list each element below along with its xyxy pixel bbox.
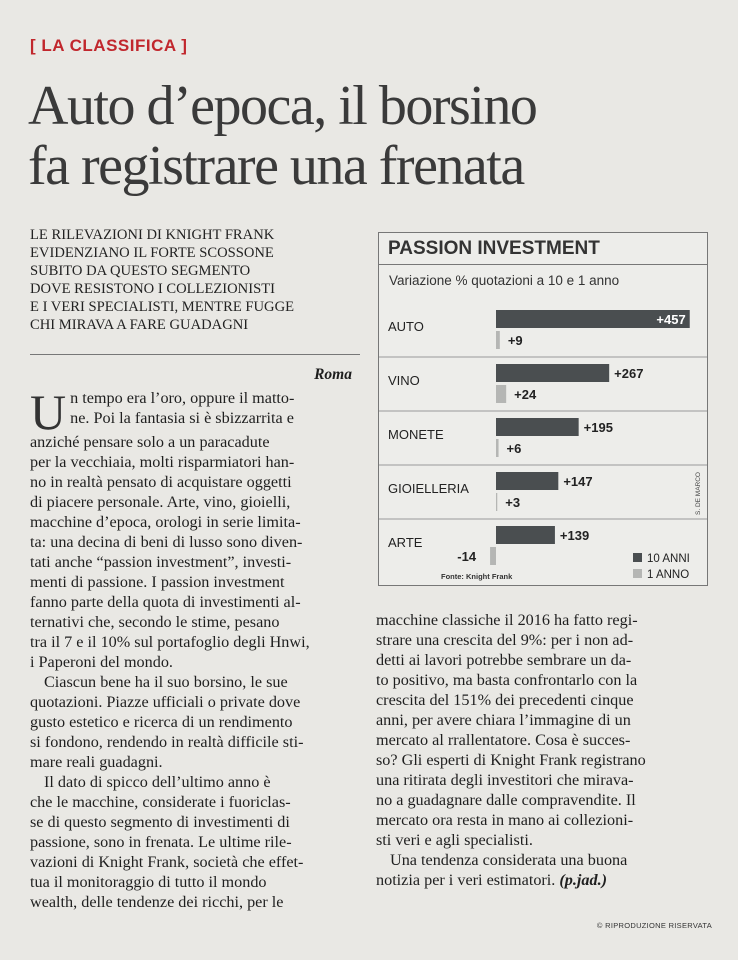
body-line: macchine d’epoca, orologi in serie limita- (30, 513, 301, 531)
author-signature: (p.jad.) (559, 871, 608, 889)
body-line: anni, per avere chiara l’immagine di un (376, 711, 631, 729)
value-label: +6 (506, 441, 522, 456)
paragraph (376, 850, 716, 870)
body-line: quotazioni. Piazze ufficiali o private dove (30, 693, 301, 711)
paragraph (30, 772, 354, 912)
category-label: GIOIELLERIA (388, 481, 469, 496)
body-column-1 (30, 366, 354, 912)
body-line: se di questo segmento di investimenti di (30, 813, 290, 831)
value-label: +3 (505, 495, 521, 510)
body-line: ta: una decina di beni di lusso sono diven- (30, 533, 303, 551)
body-line: macchine classiche il 2016 ha fatto regi- (376, 611, 638, 629)
body-line (376, 870, 716, 890)
body-line: Il dato di spicco dell’ultimo anno è (44, 773, 271, 791)
legend-label: 1 ANNO (647, 569, 690, 581)
body-line: menti di passione. I passion investment (30, 573, 285, 591)
chart-source: Fonte: Knight Frank (441, 572, 513, 581)
bar-1-anno (490, 547, 496, 565)
summary-divider (30, 354, 360, 355)
summary-line: EVIDENZIANO IL FORTE SCOSSONE (30, 245, 274, 261)
body-line: to positivo, ma basta confrontarlo con la (376, 671, 638, 689)
body-line: mare reali guadagni. (30, 753, 163, 771)
bar-1-anno (496, 385, 506, 403)
body-line: Ciascun bene ha il suo borsino, le sue (44, 673, 288, 691)
body-line: mercato al rrallentatore. Cosa è succes- (376, 731, 631, 749)
body-line: n tempo era l’oro, oppure il matto- (70, 389, 295, 407)
body-line: wealth, delle tendenze dei ricchi, per le (30, 893, 284, 911)
headline-line: fa registrare una frenata (28, 135, 524, 197)
summary-line: E I VERI SPECIALISTI, MENTRE FUGGE (30, 299, 295, 315)
body-line: fanno parte della quota di investimenti al- (30, 593, 301, 611)
legend-swatch-1-anno (633, 569, 642, 578)
summary-line: SUBITO DA QUESTO SEGMENTO (30, 263, 251, 279)
paragraph (30, 672, 354, 772)
summary-line: CHI MIRAVA A FARE GUADAGNI (30, 317, 249, 333)
body-line: i Paperoni del mondo. (30, 653, 173, 671)
chart-plot (379, 233, 707, 585)
body-line: ternativi che, secondo le stime, pesano (30, 613, 280, 631)
body-line: tua il monitoraggio di tutto il mondo (30, 873, 267, 891)
category-label: MONETE (388, 427, 444, 442)
paragraph (30, 432, 354, 672)
category-label: AUTO (388, 319, 424, 334)
value-label: -14 (457, 549, 477, 564)
body-line: ne. Poi la fantasia si è sbizzarrita e (70, 409, 294, 427)
value-label: +139 (559, 528, 590, 543)
body-line: anziché pensare solo a un paracadute (30, 433, 270, 451)
bar-10-anni (496, 418, 579, 436)
body-line: passione, sono in frenata. Le ultime rile- (30, 833, 292, 851)
body-line: detti ai lavori potrebbe sembrare un da- (376, 651, 632, 669)
value-label: +147 (563, 474, 593, 489)
value-label: +9 (507, 333, 523, 348)
bar-10-anni (496, 526, 555, 544)
legend-label: 10 ANNI (647, 553, 690, 565)
bar-1-anno (496, 439, 499, 457)
passion-investment-chart (378, 232, 708, 586)
article-summary (30, 226, 360, 334)
value-label: +24 (514, 387, 537, 402)
bar-10-anni (496, 364, 609, 382)
body-column-2 (376, 610, 716, 890)
body-line: si fondono, rendendo in realtà difficile sti- (30, 733, 304, 751)
body-line: no in realtà pensato di acquistare oggetti (30, 473, 292, 491)
copyright-notice: © RIPRODUZIONE RISERVATA (596, 921, 712, 930)
body-line: crescita del 151% dei precedenti cinque (376, 691, 634, 709)
body-line: gusto estetico e ricerca di un rendimento (30, 713, 293, 731)
body-line: so? Gli esperti di Knight Frank registrano (376, 751, 646, 769)
bar-10-anni (496, 472, 558, 490)
chart-credit: S. DE MARCO (695, 472, 702, 515)
bar-1-anno (496, 493, 497, 511)
body-line: vazioni di Knight Frank, società che effet- (30, 853, 304, 871)
category-label: ARTE (388, 535, 423, 550)
body-line: tati anche “passion investment”, investi- (30, 553, 292, 571)
value-label: +457 (656, 312, 686, 327)
body-line: Una tendenza considerata una buona (390, 851, 628, 869)
category-label: VINO (388, 373, 420, 388)
dateline: Roma (314, 366, 352, 383)
paragraph (376, 610, 716, 850)
headline-line: Auto d’epoca, il borsino (28, 75, 537, 137)
summary-line: LE RILEVAZIONI DI KNIGHT FRANK (30, 227, 275, 243)
closing-text: notizia per i veri estimatori. (376, 871, 556, 889)
summary-line: DOVE RESISTONO I COLLEZIONISTI (30, 281, 275, 297)
body-line: di piacere personale. Arte, vino, gioielli, (30, 493, 291, 511)
body-line: no a guadagnare dalle compravendite. Il (376, 791, 636, 809)
body-line: tra il 7 e il 10% sul portafoglio degli Hnwi, (30, 633, 310, 651)
body-line: per la vecchiaia, molti risparmiatori han- (30, 453, 295, 471)
drop-cap: U (30, 384, 67, 440)
body-line: sti veri e agli specialisti. (376, 831, 533, 849)
body-line: che le macchine, considerate i fuoriclas- (30, 793, 291, 811)
headline (28, 76, 718, 196)
chart-subtitle: Variazione % quotazioni a 10 e 1 anno (389, 273, 620, 288)
value-label: +195 (583, 420, 613, 435)
body-line: una ritirata degli investitori che mirava- (376, 771, 634, 789)
chart-title: PASSION INVESTMENT (379, 233, 707, 265)
bar-1-anno (496, 331, 500, 349)
section-kicker: [ LA CLASSIFICA ] (30, 36, 188, 55)
value-label: +267 (614, 366, 644, 381)
body-line: strare una crescita del 9%: per i non ad- (376, 631, 634, 649)
legend-swatch-10-anni (633, 553, 642, 562)
body-line: mercato ora resta in mano ai collezioni- (376, 811, 634, 829)
